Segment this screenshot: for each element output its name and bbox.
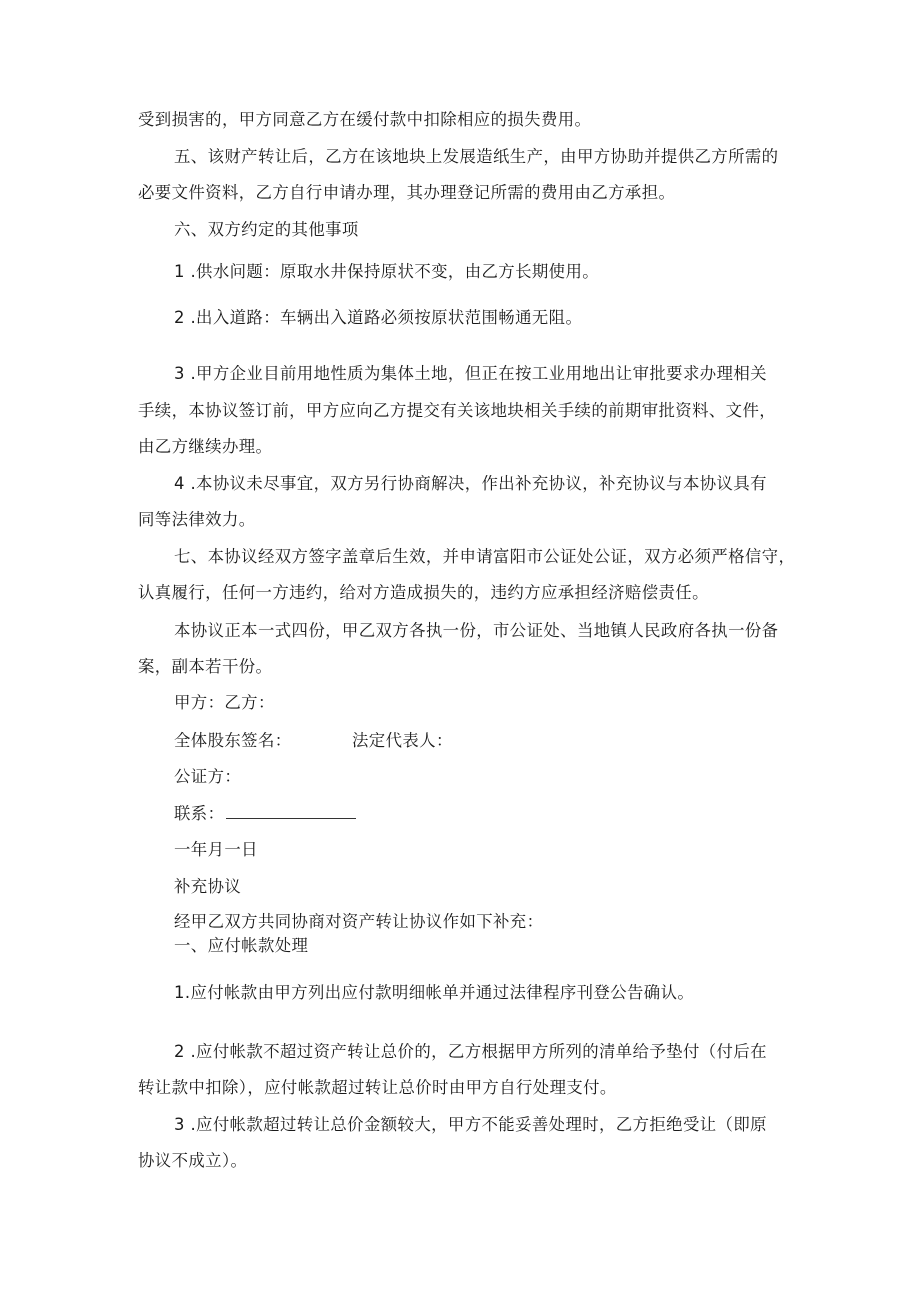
date-line: 一年月一日 [174, 840, 258, 859]
copies-line-2: 案，副本若干份。 [138, 657, 273, 676]
clause-seven-line-2: 认真履行，任何一方违约，给对方造成损失的，违约方应承担经济赔偿责任。 [138, 583, 709, 602]
legal-representative-label: 法定代表人： [352, 731, 453, 750]
clause-six-item-2: 2 .出入道路：车辆出入道路必须按原状范围畅通无阻。 [174, 308, 583, 327]
clause-six-item-3-line-1: 3 .甲方企业目前用地性质为集体土地，但正在按工业用地出让审批要求办理相关 [174, 364, 767, 383]
copies-line-1: 本协议正本一式四份，甲乙双方各执一份，市公证处、当地镇人民政府各执一份备 [174, 621, 779, 640]
shareholders-signature-label: 全体股东签名： [174, 731, 292, 750]
contact-line [174, 804, 356, 824]
text-line-continuation: 受到损害的，甲方同意乙方在缓付款中扣除相应的损失费用。 [138, 110, 592, 129]
clause-six-item-3-line-3: 由乙方继续办理。 [138, 437, 273, 456]
supplementary-item-3-line-2: 协议不成立）。 [138, 1151, 248, 1170]
supplementary-section-one-heading: 一、应付帐款处理 [174, 936, 309, 955]
contact-blank-underline [226, 804, 356, 819]
clause-seven-line-1: 七、本协议经双方签字盖章后生效，并申请富阳市公证处公证，双方必须严格信守， [174, 547, 796, 566]
notary-label: 公证方： [174, 767, 242, 786]
supplementary-item-2-line-2: 转让款中扣除），应付帐款超过转让总价时由甲方自行处理支付。 [138, 1078, 617, 1097]
supplementary-intro: 经甲乙双方共同协商对资产转让协议作如下补充： [174, 912, 544, 931]
contact-label: 联系： [174, 804, 225, 823]
parties-label: 甲方：乙方： [174, 693, 275, 712]
clause-six-item-1: 1 .供水问题：原取水井保持原状不变，由乙方长期使用。 [174, 262, 600, 281]
clause-six-heading: 六、双方约定的其他事项 [174, 220, 359, 239]
supplementary-item-1: 1.应付帐款由甲方列出应付款明细帐单并通过法律程序刊登公告确认。 [174, 983, 695, 1002]
clause-six-item-4-line-1: 4 .本协议未尽事宜，双方另行协商解决，作出补充协议，补充协议与本协议具有 [174, 474, 767, 493]
supplementary-agreement-title: 补充协议 [174, 877, 242, 896]
clause-six-item-3-line-2: 手续，本协议签订前，甲方应向乙方提交有关该地块相关手续的前期审批资料、文件， [138, 401, 777, 420]
clause-six-item-4-line-2: 同等法律效力。 [138, 510, 256, 529]
supplementary-item-3-line-1: 3 .应付帐款超过转让总价金额较大，甲方不能妥善处理时，乙方拒绝受让（即原 [174, 1115, 767, 1134]
clause-five-line-1: 五、该财产转让后，乙方在该地块上发展造纸生产，由甲方协助并提供乙方所需的 [174, 147, 779, 166]
supplementary-item-2-line-1: 2 .应付帐款不超过资产转让总价的，乙方根据甲方所列的清单给予垫付（付后在 [174, 1042, 767, 1061]
clause-five-line-2: 必要文件资料，乙方自行申请办理，其办理登记所需的费用由乙方承担。 [138, 183, 676, 202]
